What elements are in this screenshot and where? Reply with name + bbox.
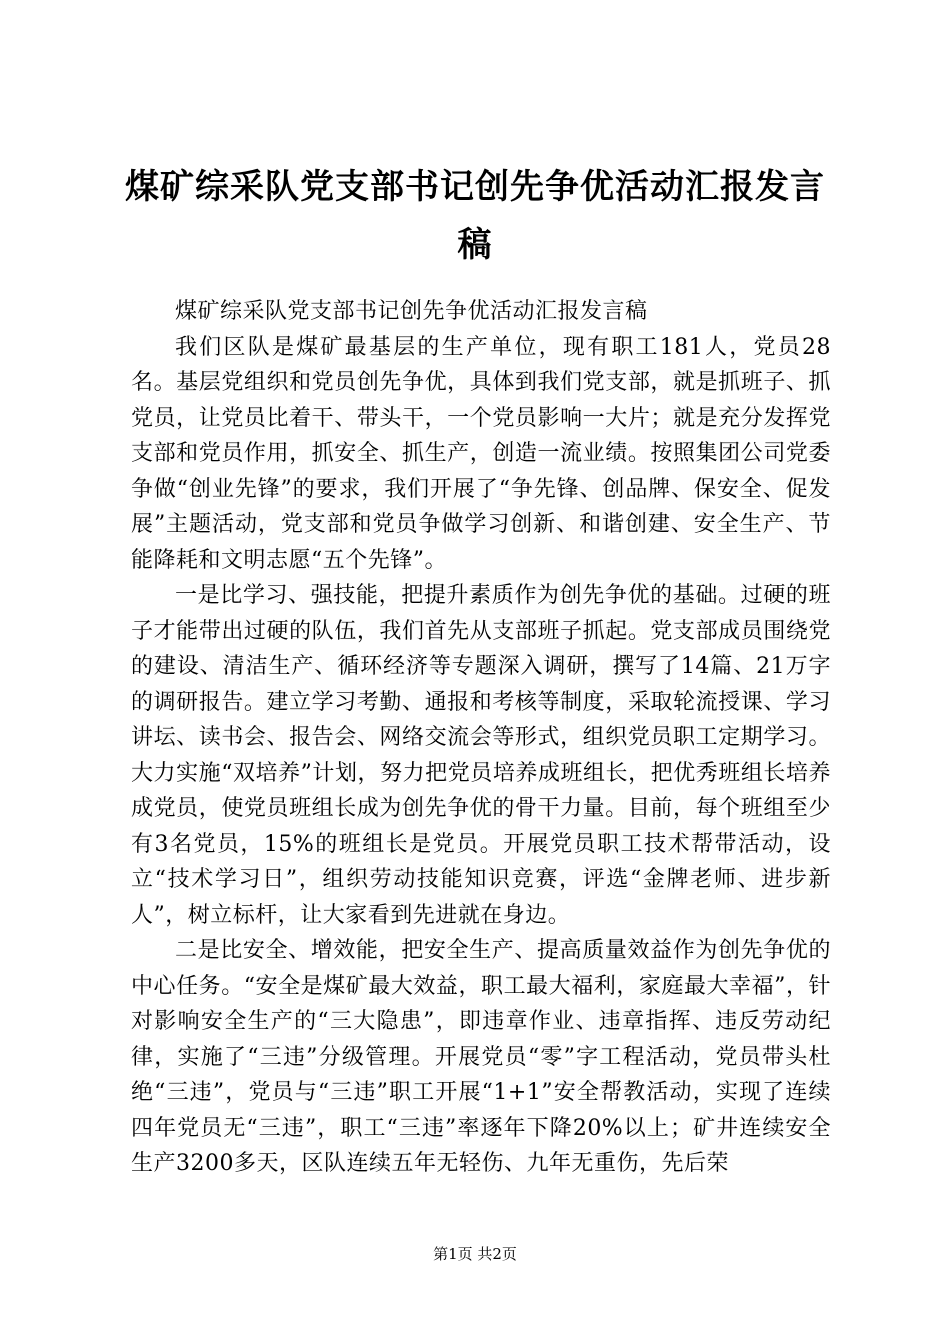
paragraph-intro: 我们区队是煤矿最基层的生产单位，现有职工181人，党员28名。基层党组织和党员创先争优，具体到我们党支部，就是抓班子、抓党员，让党员比着干、带头干，一个党员影响一大片；就是充分发挥党支部和党员作用，抓安全、抓生产，创造一流业绩。按照集团公司党委争做“创业先锋”的要求，我们开展了“争先锋、创品牌、保安全、促发展”主题活动，党支部和党员争做学习创新、和谐创建、安全生产、节能降耗和文明志愿“五个先锋”。 xyxy=(131,334,831,573)
document-title: 煤矿综采队党支部书记创先争优活动汇报发言稿 xyxy=(125,167,825,265)
paragraph-subtitle: 煤矿综采队党支部书记创先争优活动汇报发言稿 xyxy=(175,299,648,324)
paragraph-study: 一是比学习、强技能，把提升素质作为创先争优的基础。过硬的班子才能带出过硬的队伍，我们首先从支部班子抓起。党支部成员围绕党的建设、清洁生产、循环经济等专题深入调研，撰写了14篇、21万字的调研报告。建立学习考勤、通报和考核等制度，采取轮流授课、学习讲坛、读书会、报告会、网络交流会等形式，组织党员职工定期学习。大力实施“双培养”计划，努力把党员培养成班组长，把优秀班组长培养成党员，使党员班组长成为创先争优的骨干力量。目前，每个班组至少有3名党员，15%的班组长是党员。开展党员职工技术帮带活动，设立“技术学习日”，组织劳动技能知识竞赛，评选“金牌老师、进步新人”，树立标杆，让大家看到先进就在身边。 xyxy=(131,583,831,928)
page-footer: 第1页 共2页 xyxy=(433,1245,517,1263)
document-body xyxy=(131,294,831,1182)
paragraph-safety: 二是比安全、增效能，把安全生产、提高质量效益作为创先争优的中心任务。“安全是煤矿最大效益，职工最大福利，家庭最大幸福”，针对影响安全生产的“三大隐患”，即违章作业、违章指挥、违反劳动纪律，实施了“三违”分级管理。开展党员“零”字工程活动，党员带头杜绝“三违”，党员与“三违”职工开展“1+1”安全帮教活动，实现了连续四年党员无“三违”，职工“三违”率逐年下降20%以上；矿井连续安全生产3200多天，区队连续五年无轻伤、九年无重伤，先后荣 xyxy=(131,938,831,1176)
